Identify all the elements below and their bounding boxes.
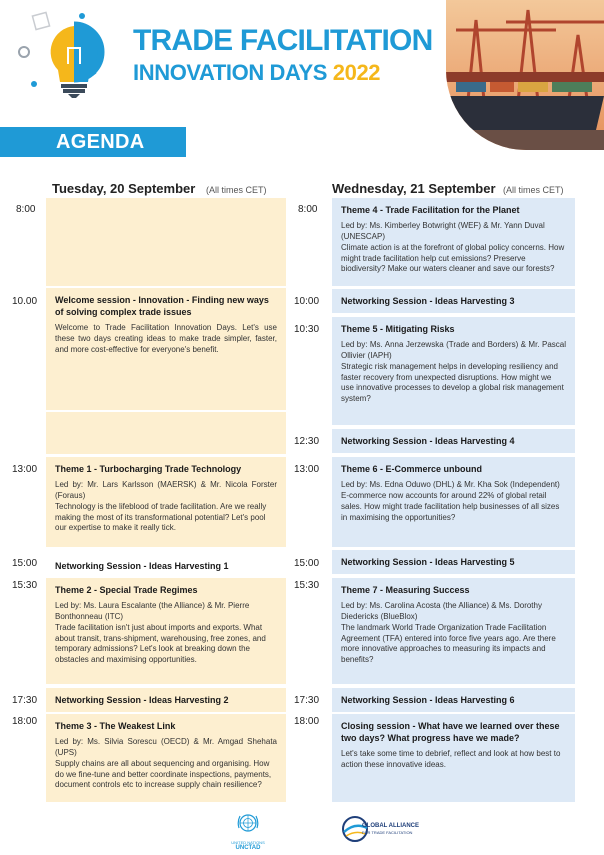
- session-welcome: [46, 288, 286, 410]
- session-title: Networking Session - Ideas Harvesting 5: [341, 557, 515, 567]
- session-networking-1: [46, 553, 286, 577]
- session-lead: Led by: Ms. Carolina Acosta (the Alliance) & Ms. Dorothy Diedericks (BlueBlox): [341, 601, 542, 621]
- session-networking-6: [332, 688, 575, 712]
- time-label: 8:00: [16, 204, 36, 215]
- globe-swoosh-icon: [340, 814, 370, 844]
- event-title-line2: INNOVATION DAYS 2022: [133, 60, 381, 85]
- session-desc: Let's take some time to debrief, reflect and look at how best to action these innovative ideas.: [341, 749, 561, 770]
- time-label: 18:00: [12, 716, 38, 727]
- session-title: Welcome session - Innovation - Finding new ways of solving complex trade issues: [55, 295, 269, 318]
- time-label: 15:30: [294, 580, 320, 591]
- session-title: Theme 6 - E-Commerce unbound: [341, 464, 483, 474]
- unctad-line1: UNITED NATIONS: [231, 840, 265, 845]
- session-lead: Led by: Ms. Anna Jerzewska (Trade and Borders) & Mr. Pascal Ollivier (IAPH): [341, 340, 566, 360]
- session-title: Theme 7 - Measuring Success: [341, 585, 470, 595]
- alliance-line1: GLOBAL ALLIANCE: [362, 823, 419, 829]
- tuesday-empty-slot: [46, 198, 286, 286]
- time-label: 15:30: [12, 580, 38, 591]
- session-title: Networking Session - Ideas Harvesting 1: [55, 561, 229, 571]
- session-desc: The landmark World Trade Organization Trade Facilitation Agreement (TFA) entered into force five years ago. Are there more innovative approaches to measuring its impacts and benefits?: [341, 622, 556, 665]
- session-title: Theme 3 - The Weakest Link: [55, 721, 176, 731]
- unctad-logo: [228, 810, 268, 852]
- session-lead: Led by: Ms. Silvia Sorescu (OECD) & Mr. Amgad Shehata (UPS): [55, 737, 277, 757]
- tuesday-break-slot: [46, 412, 286, 454]
- session-theme-7: [332, 578, 575, 684]
- time-label: 10:30: [294, 324, 320, 335]
- session-title: Networking Session - Ideas Harvesting 6: [341, 695, 515, 705]
- session-lead: Led by: Ms. Laura Escalante (the Alliance) & Mr. Pierre Bonthonneau (ITC): [55, 601, 250, 621]
- session-desc: Welcome to Trade Facilitation Innovation Days. Let's use these two days creating ideas to make trade simpler, faster, and more cost-effective for everyone's benefit.: [55, 323, 277, 354]
- session-desc: Trade facilitation isn't just about imports and exports. What about transit, trans-shipment, warehousing, free zones, and temporary admissions? Let's look at breaking down the obstacles and maximising opportunities.: [55, 622, 266, 665]
- session-networking-2: [46, 688, 286, 712]
- session-title: Networking Session - Ideas Harvesting 2: [55, 695, 229, 705]
- session-theme-2: [46, 578, 286, 684]
- session-lead: Led by: Ms. Edna Oduwo (DHL) & Mr. Kha Sok (Independent): [341, 480, 560, 490]
- time-label: 8:00: [298, 204, 318, 215]
- session-networking-4: [332, 429, 575, 453]
- session-title: Networking Session - Ideas Harvesting 4: [341, 436, 515, 446]
- session-desc: E-commerce now accounts for around 22% of global retail sales. How might trade facilitation help businesses of all sizes in maximising the opportunities?: [341, 490, 560, 522]
- wednesday-timezone: (All times CET): [503, 185, 564, 195]
- time-label: 12:30: [294, 436, 320, 447]
- time-label: 13:00: [294, 464, 320, 475]
- tuesday-heading: Tuesday, 20 September: [52, 181, 196, 196]
- time-label: 10:00: [294, 296, 320, 307]
- alliance-line2: FOR TRADE FACILITATION: [362, 830, 413, 835]
- wednesday-heading: Wednesday, 21 September: [332, 181, 496, 196]
- session-desc: Strategic risk management helps in developing resiliency and faster recovery from unexpected disruptions. How might we use innovative processes to develop a global risk management system?: [341, 361, 564, 404]
- unctad-line2: UNCTAD: [235, 845, 261, 851]
- session-theme-3: [46, 714, 286, 802]
- session-lead: Led by: Ms. Kimberley Botwright (WEF) & Mr. Yann Duval (UNESCAP): [341, 221, 545, 241]
- global-alliance-logo: [340, 812, 420, 846]
- session-desc: Climate action is at the forefront of global policy concerns. How might trade facilitation help cut emissions? Preserve biodiversity? Make our waters cleaner and save our forests?: [341, 242, 565, 274]
- time-label: 15:00: [294, 558, 320, 569]
- port-cranes-photo: [446, 0, 604, 150]
- session-title: Theme 5 - Mitigating Risks: [341, 324, 455, 334]
- agenda-banner: AGENDA: [0, 127, 186, 157]
- session-title: Closing session - What have we learned over these two days? What progress have we made?: [341, 721, 560, 744]
- session-closing: [332, 714, 575, 802]
- session-theme-4: [332, 198, 575, 286]
- session-lead: Led by: Mr. Lars Karlsson (MAERSK) & Mr. Nicola Forster (Foraus): [55, 480, 277, 500]
- session-theme-6: [332, 457, 575, 547]
- time-label: 17:30: [294, 695, 320, 706]
- time-label: 13:00: [12, 464, 38, 475]
- lightbulb-gear-icon: [14, 8, 124, 100]
- session-title: Theme 4 - Trade Facilitation for the Planet: [341, 205, 520, 215]
- session-desc: Supply chains are all about sequencing and organising. How do we fine-tune and better coordinate inspections, payments, document controls etc to increase supply chain resilience?: [55, 758, 272, 790]
- time-label: 15:00: [12, 558, 38, 569]
- time-label: 10.00: [12, 296, 38, 307]
- event-title-line1: TRADE FACILITATION: [133, 24, 433, 57]
- time-label: 17:30: [12, 695, 38, 706]
- session-networking-3: [332, 289, 575, 313]
- session-title: Theme 2 - Special Trade Regimes: [55, 585, 198, 595]
- session-theme-5: [332, 317, 575, 425]
- time-label: 18:00: [294, 716, 320, 727]
- session-desc: Technology is the lifeblood of trade facilitation. Are we really making the most of its transformational potential? Let's pool our expertise to make it really tick.: [55, 501, 267, 533]
- event-year: 2022: [332, 60, 381, 85]
- session-title: Networking Session - Ideas Harvesting 3: [341, 296, 515, 306]
- session-title: Theme 1 - Turbocharging Trade Technology: [55, 464, 242, 474]
- session-networking-5: [332, 550, 575, 574]
- session-theme-1: [46, 457, 286, 547]
- un-emblem-icon: [235, 810, 261, 836]
- tuesday-timezone: (All times CET): [206, 185, 267, 195]
